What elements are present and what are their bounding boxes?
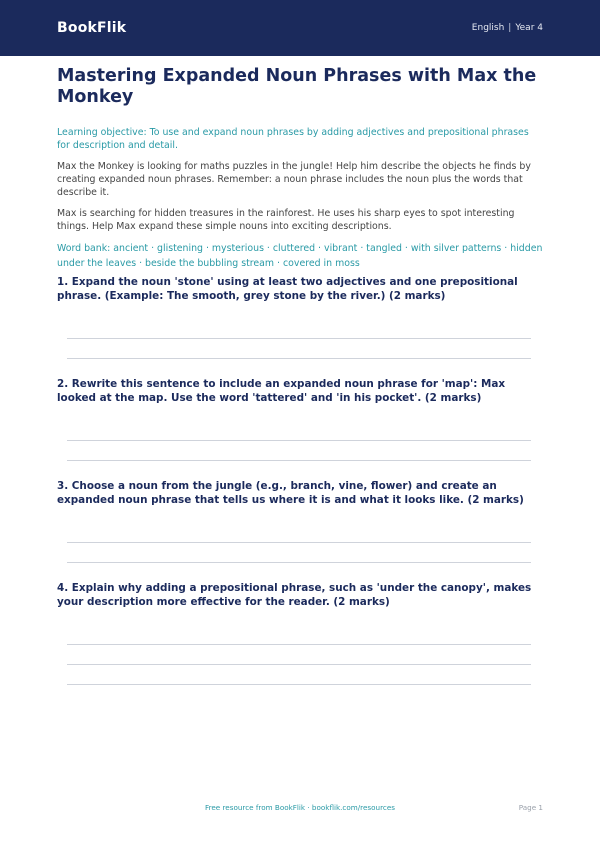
page-number: Page 1 xyxy=(518,803,543,812)
year-label: Year 4 xyxy=(515,23,543,33)
learning-objective: Learning objective: To use and expand noun phrases by adding adjectives and prepositional phrases for description and detail. xyxy=(57,127,529,151)
question-2 xyxy=(57,377,537,405)
meta-separator: | xyxy=(508,23,512,33)
question-4-text: 4. Explain why adding a prepositional phrase, such as 'under the canopy', makes your description more effective for the reader. (2 marks) xyxy=(57,582,532,608)
header-bar xyxy=(0,0,600,56)
intro-paragraph-1: Max the Monkey is looking for maths puzzles in the jungle! Help him describe the objects he finds by creating expanded noun phrases. Remember: a noun phrase includes the noun plus the words that describe it. xyxy=(57,161,531,198)
footer-credit-link[interactable]: Free resource from BookFlik · bookflik.com/resources xyxy=(204,803,396,812)
answer-line[interactable] xyxy=(67,542,531,543)
subject-label: English xyxy=(471,23,505,33)
answer-line[interactable] xyxy=(67,684,531,685)
answer-line[interactable] xyxy=(67,338,531,339)
question-3-text: 3. Choose a noun from the jungle (e.g., branch, vine, flower) and create an expanded noun phrase that tells us where it is and what it looks like. (2 marks) xyxy=(57,480,524,506)
header-meta xyxy=(472,23,543,33)
answer-line[interactable] xyxy=(67,562,531,563)
answer-line[interactable] xyxy=(67,644,531,645)
question-4 xyxy=(57,581,537,609)
worksheet-intro xyxy=(57,66,543,293)
page-footer xyxy=(0,803,600,815)
brand-logo-text[interactable]: BookFlik xyxy=(57,20,127,36)
answer-line[interactable] xyxy=(67,460,531,461)
intro-paragraph-2: Max is searching for hidden treasures in the rainforest. He uses his sharp eyes to spot interesting things. Help Max expand these simple nouns into exciting descriptions. xyxy=(57,208,515,232)
question-1-text: 1. Expand the noun 'stone' using at least two adjectives and one prepositional phrase. (Example: The smooth, grey stone by the river.) (2 marks) xyxy=(57,276,518,302)
question-3 xyxy=(57,479,537,507)
question-1 xyxy=(57,275,537,303)
answer-line[interactable] xyxy=(67,664,531,665)
answer-line[interactable] xyxy=(67,358,531,359)
word-bank: Word bank: ancient · glistening · mysterious · cluttered · vibrant · tangled · with silver patterns · hidden under the leaves · beside the bubbling stream · covered in moss xyxy=(57,243,543,269)
question-2-text: 2. Rewrite this sentence to include an expanded noun phrase for 'map': Max looked at the map. Use the word 'tattered' and 'in his pocket'. (2 marks) xyxy=(57,378,506,404)
answer-line[interactable] xyxy=(67,440,531,441)
page-title: Mastering Expanded Noun Phrases with Max the Monkey xyxy=(57,66,537,107)
